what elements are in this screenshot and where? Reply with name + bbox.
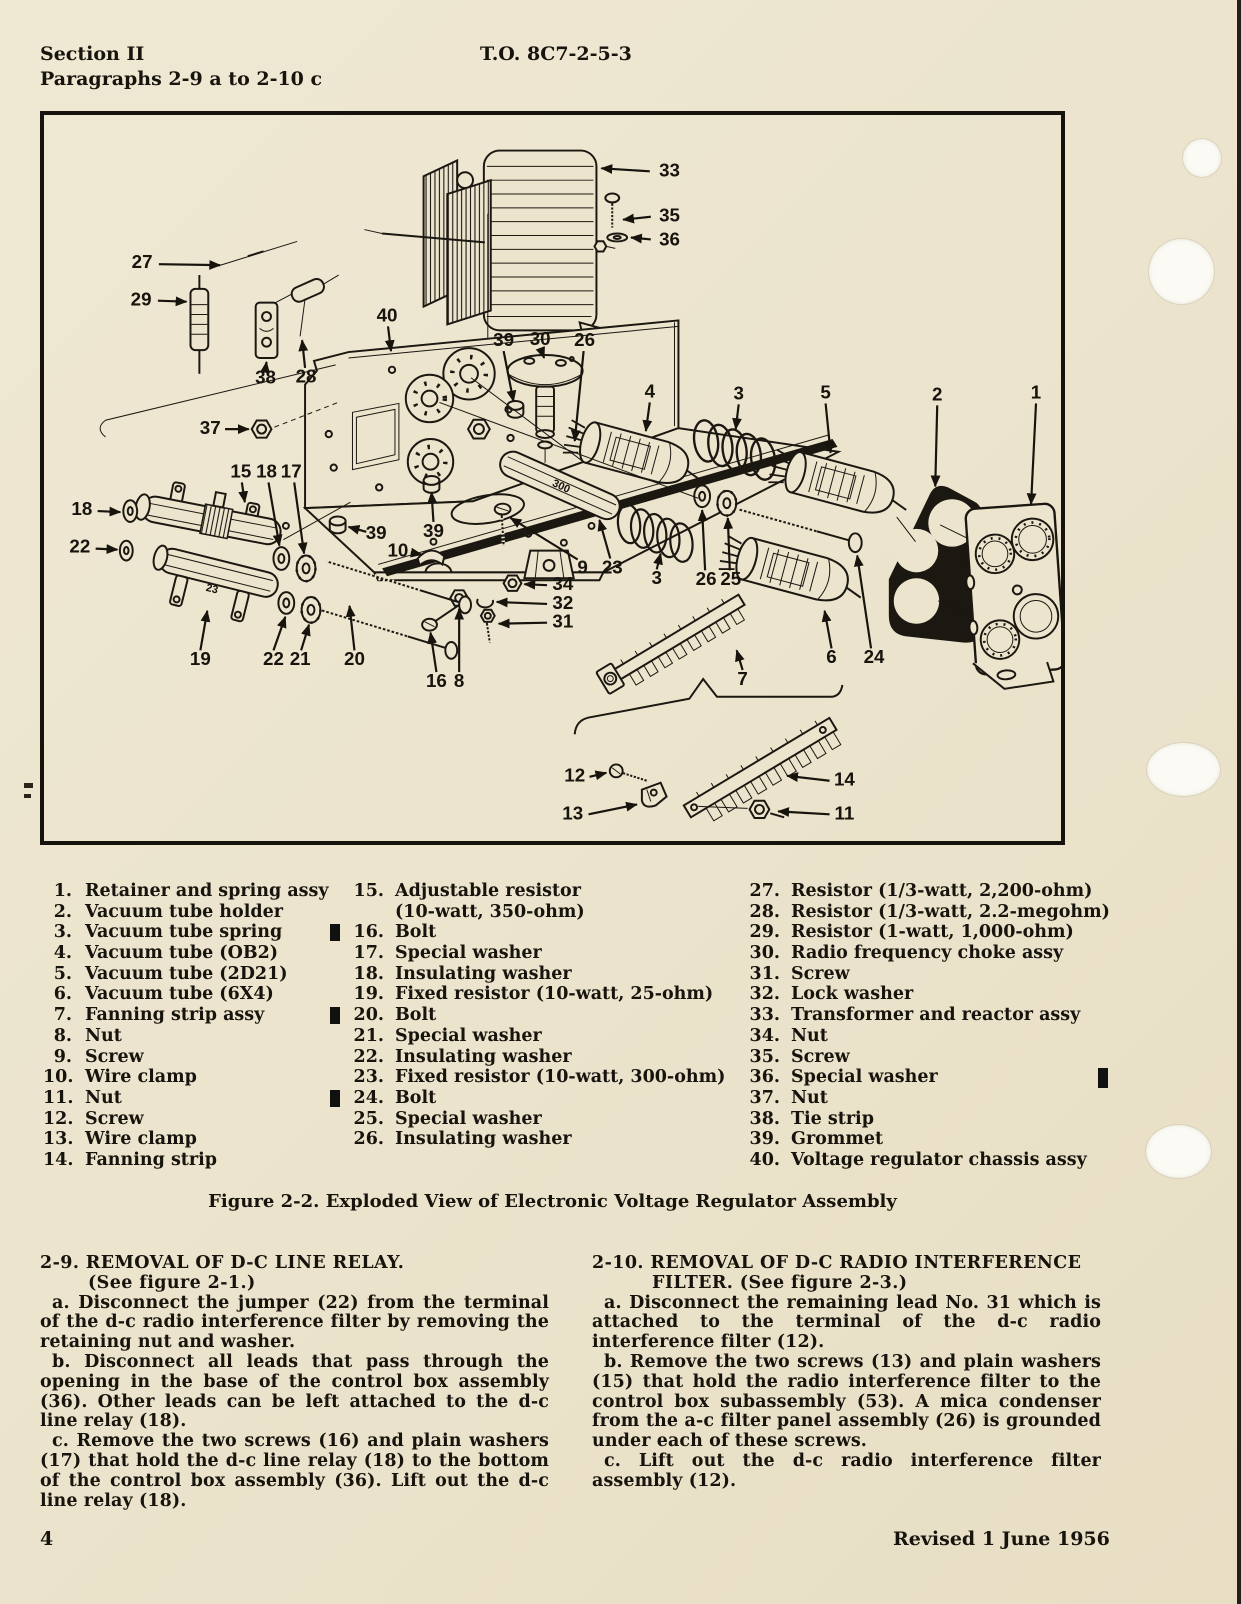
punch-hole <box>1149 239 1214 304</box>
figure-callout: 1 <box>1030 381 1042 403</box>
parts-list-item: 26. Insulating washer <box>353 1129 572 1150</box>
figure-callout: 25 <box>720 568 742 590</box>
figure-callout: 17 <box>280 460 302 482</box>
parts-list-item-continuation: (10-watt, 350-ohm) <box>395 901 585 922</box>
parts-list-item: 7. Fanning strip assy <box>53 1005 265 1026</box>
callout-leader <box>301 625 309 651</box>
figure-callout: 37 <box>199 417 221 439</box>
callout-leader <box>590 773 607 777</box>
callout-leader <box>825 611 832 649</box>
figure-callout: 21 <box>289 648 311 670</box>
screw-washer-drawing <box>605 194 627 242</box>
figure-callout: 10 <box>387 539 409 561</box>
figure-callout: 29 <box>130 288 152 310</box>
figure-callout: 6 <box>826 646 837 668</box>
figure-callout: 19 <box>189 648 211 670</box>
figure-callout: 22 <box>263 648 284 670</box>
revision-date: Revised 1 June 1956 <box>893 1528 1110 1550</box>
procedure-paragraph: c. Lift out the d-c radio interference filter assembly (12). <box>592 1450 1101 1491</box>
section-heading: 2-10. REMOVAL OF D-C RADIO INTERFERENCE <box>592 1253 1082 1273</box>
callout-leader <box>631 237 651 239</box>
procedure-paragraph: c. Remove the two screws (16) and plain washers (17) that hold the d-c line relay (18) to the bottom of the control box assembly (36). Lift out the d-c line relay (18). <box>40 1431 549 1511</box>
part-marking: 300 <box>550 477 572 496</box>
parts-list-item: 9. Screw <box>53 1046 144 1067</box>
parts-list-item: 40. Voltage regulator chassis assy <box>749 1149 1087 1170</box>
header-to-number: T.O. 8C7-2-5-3 <box>480 43 632 65</box>
figure-callout: 13 <box>562 802 584 824</box>
parts-list-item: 5. Vacuum tube (2D21) <box>53 963 288 984</box>
callout-leader <box>601 168 649 171</box>
figure-callout: 40 <box>376 304 398 326</box>
callout-leader <box>294 482 304 553</box>
figure-callout: 33 <box>659 159 680 181</box>
figure-callout: 23 <box>601 556 623 578</box>
callout-leader <box>242 482 245 502</box>
figure-callout: 9 <box>577 556 588 578</box>
parts-list-item: 37. Nut <box>749 1087 828 1108</box>
procedure-paragraph: a. Disconnect the jumper (22) from the terminal of the d-c radio interference filter by removing the retaining nut and washer. <box>40 1292 549 1353</box>
parts-list-item: 38. Tie strip <box>749 1108 874 1129</box>
figure-callout: 2 <box>932 383 943 405</box>
fanning-strip-assy-drawing <box>596 589 751 700</box>
parts-list-item: 20. Bolt <box>330 1005 730 1026</box>
change-bar <box>330 924 340 941</box>
parts-list-item: 14. Fanning strip <box>43 1149 217 1170</box>
figure-callout: 8 <box>453 669 465 691</box>
fanning-strip-drawing <box>575 679 844 830</box>
callout-leader <box>302 340 305 368</box>
callout-leader <box>273 617 285 651</box>
callout-leader <box>431 633 437 673</box>
figure-callout: 18 <box>71 498 93 520</box>
figure-callout: 12 <box>564 764 586 786</box>
parts-list-item: 32. Lock washer <box>749 984 914 1005</box>
callout-leader <box>200 611 207 651</box>
figure-callout: 27 <box>131 251 153 273</box>
procedure-paragraph: b. Disconnect all leads that pass through the opening in the base of the control box assembly (36). Other leads can be left attached to the d-c line relay (18). <box>40 1351 549 1432</box>
callout-leader <box>935 405 937 486</box>
parts-list-item: 19. Fixed resistor (10-watt, 25-ohm) <box>353 984 714 1005</box>
figure-callout: 32 <box>552 591 574 613</box>
callout-leader <box>96 549 118 550</box>
parts-list-item: 1. Retainer and spring assy <box>53 881 329 901</box>
figure-callout: 15 <box>230 460 252 482</box>
part-marking: 23 <box>204 581 220 597</box>
parts-list-item: 30. Radio frequency choke assy <box>749 943 1064 964</box>
figure-caption: Figure 2-2. Exploded View of Electronic Voltage Regulator Assembly <box>208 1191 897 1212</box>
scan-edge <box>1237 0 1241 1604</box>
parts-list-item: 6. Vacuum tube (6X4) <box>53 984 274 1005</box>
small-components-drawing <box>190 241 338 373</box>
parts-list-item: 35. Screw <box>749 1046 850 1067</box>
header-section-line: Section II <box>40 43 145 65</box>
callout-leader <box>787 776 829 781</box>
parts-list-item: 27. Resistor (1/3-watt, 2,200-ohm) <box>749 881 1093 901</box>
parts-list-item: 29. Resistor (1-watt, 1,000-ohm) <box>749 922 1074 943</box>
figure-2-2-box <box>40 111 1065 845</box>
figure-callout: 24 <box>863 646 885 668</box>
parts-list-item: 17. Special washer <box>353 943 542 964</box>
figure-callout: 22 <box>69 535 91 557</box>
callout-leader <box>159 264 220 265</box>
figure-callout: 30 <box>529 328 551 350</box>
parts-list-item: 21. Special washer <box>353 1025 542 1046</box>
retainer-plate-drawing <box>961 503 1061 691</box>
figure-callout: 18 <box>256 460 277 482</box>
vacuum-tube-2d21-drawing <box>766 446 913 523</box>
section-2-10 <box>592 1254 1101 1492</box>
header-paragraphs-line: Paragraphs 2-9 a to 2-10 c <box>40 68 323 90</box>
parts-list-item: 13. Wire clamp <box>43 1129 197 1150</box>
callout-leader <box>499 623 547 624</box>
parts-list-item: 36. Special washer <box>748 1067 1078 1088</box>
figure-callout: 5 <box>820 381 831 403</box>
parts-list-item: 39. Grommet <box>749 1129 884 1150</box>
procedure-paragraph: b. Remove the two screws (13) and plain washers (15) that hold the radio interference filter to the control box subassembly (53). A mica condenser from the a-c filter panel assembly (26) is grounded under each of these screws. <box>592 1351 1101 1452</box>
callout-leader <box>98 511 121 512</box>
parts-list-item: 34. Nut <box>749 1025 828 1046</box>
parts-list-item: 3. Vacuum tube spring <box>53 922 283 943</box>
parts-list-item: 28. Resistor (1/3-watt, 2.2-megohm) <box>749 901 1110 922</box>
figure-callout: 11 <box>834 802 855 824</box>
figure-callout: 3 <box>733 382 744 404</box>
figure-callout: 14 <box>833 768 855 790</box>
parts-list-item: 22. Insulating washer <box>353 1046 572 1067</box>
section-heading-line2: FILTER. (See figure 2-3.) <box>652 1272 908 1293</box>
parts-list-item: 2. Vacuum tube holder <box>53 901 283 922</box>
parts-list-item: 10. Wire clamp <box>43 1067 197 1088</box>
parts-list-item: 15. Adjustable resistor <box>353 881 581 901</box>
section-2-9 <box>40 1254 549 1511</box>
figure-callout: 28 <box>295 365 317 387</box>
figure-callout: 34 <box>552 573 574 595</box>
punch-hole <box>1147 743 1220 796</box>
callout-leader <box>350 606 355 650</box>
punch-hole <box>1146 1125 1211 1178</box>
parts-list-column-1 <box>43 881 343 1171</box>
callout-leader <box>778 811 829 814</box>
figure-callout: 36 <box>659 228 680 250</box>
figure-callout: 7 <box>737 667 748 689</box>
punch-hole <box>1183 139 1221 177</box>
figure-callout: 31 <box>552 610 574 632</box>
figure-callout: 16 <box>426 669 447 691</box>
parts-list-column-2 <box>330 881 730 1150</box>
figure-callout: 39 <box>365 521 387 543</box>
parts-list-item: 31. Screw <box>749 963 850 984</box>
page-number: 4 <box>40 1528 54 1550</box>
parts-list-item: 4. Vacuum tube (OB2) <box>53 943 279 964</box>
figure-callout: 39 <box>423 519 444 541</box>
callout-leader <box>589 804 637 814</box>
change-bar <box>330 1090 340 1107</box>
callout-leader <box>524 584 547 585</box>
parts-list-item: 25. Special washer <box>353 1108 542 1129</box>
parts-list-item: 12. Screw <box>43 1108 144 1129</box>
figure-callout: 3 <box>651 567 662 589</box>
parts-list-item: 33. Transformer and reactor assy <box>749 1005 1081 1026</box>
parts-list-item: 18. Insulating washer <box>353 963 572 984</box>
figure-callout: 38 <box>255 366 276 388</box>
figure-callout: 26 <box>695 568 717 590</box>
procedure-paragraph: a. Disconnect the remaining lead No. 31 which is attached to the terminal of the d-c radio interference filter (12). <box>592 1292 1101 1353</box>
callout-leader <box>623 217 651 220</box>
parts-list-item: 24. Bolt <box>330 1088 730 1109</box>
parts-list-item: 16. Bolt <box>330 922 730 943</box>
figure-callout: 26 <box>574 329 596 351</box>
callout-leader <box>158 301 187 302</box>
parts-list-column-3 <box>748 881 1110 1171</box>
change-bar <box>1098 1068 1108 1088</box>
parts-list-item: 23. Fixed resistor (10-watt, 300-ohm) <box>353 1067 726 1088</box>
callout-leader <box>857 556 871 649</box>
scan-artifact <box>24 783 33 788</box>
figure-callout: 35 <box>659 204 680 226</box>
parts-list-item: 11. Nut <box>43 1087 122 1108</box>
callout-leader <box>1031 403 1036 504</box>
scan-artifact <box>24 794 31 798</box>
figure-callout: 4 <box>644 380 656 402</box>
parts-list-item: 8. Nut <box>53 1025 122 1046</box>
change-bar <box>330 1007 340 1024</box>
header-section <box>40 42 322 92</box>
callout-leader <box>497 602 547 604</box>
section-heading-line2: (See figure 2-1.) <box>88 1272 256 1293</box>
figure-callout: 39 <box>493 329 515 351</box>
callout-leader <box>736 404 739 429</box>
exploded-diagram <box>44 115 1061 841</box>
section-heading: 2-9. REMOVAL OF D-C LINE RELAY. <box>40 1253 405 1273</box>
figure-callout: 20 <box>344 648 365 670</box>
